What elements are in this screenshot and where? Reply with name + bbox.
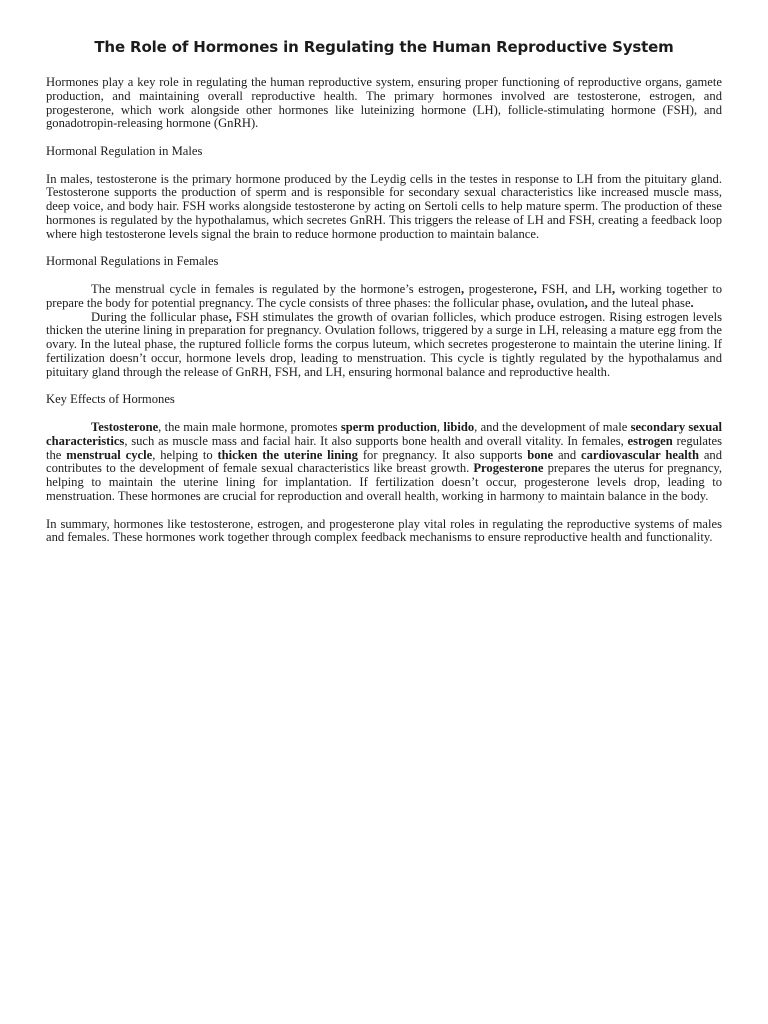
- text-run: and contributes to the development of female sexual characteristics like breast growth.: [46, 447, 722, 476]
- text-run: FSH, and LH: [536, 281, 612, 296]
- text-run: FSH stimulates the growth of ovarian follicles, which produce estrogen. Rising estrogen levels thicken the uterine lining in preparation for pregnancy. Ovulation follows, triggered by a surge in LH, releasing a mature egg from the ovary. In the luteal phase, the ruptured follicle forms the corpus luteum, which secretes progesterone to maintain the uterine lining. If fertilization doesn’t occur, hormone levels drop, leading to menstruation. This cycle is tightly regulated by the hypothalamus and pituitary gland through the release of GnRH, FSH, and LH, ensuring hormonal balance and reproductive health.: [46, 309, 723, 379]
- text-run: and: [553, 447, 581, 462]
- bold-comma: ,: [611, 281, 616, 296]
- text-run: , the main male hormone, promotes: [158, 419, 341, 434]
- text-run: The menstrual cycle in females is regulated by the hormone’s estrogen: [91, 281, 461, 296]
- females-section-heading: Hormonal Regulations in Females: [46, 254, 219, 269]
- females-paragraph-1: [46, 283, 722, 311]
- bold-term-menstrual-cycle: menstrual cycle: [66, 447, 153, 462]
- text-run: , and the development of male: [474, 419, 631, 434]
- bold-comma: ,: [584, 295, 588, 310]
- bold-term-estrogen: estrogen: [627, 433, 673, 448]
- bold-term-sperm-production: sperm production: [340, 419, 437, 434]
- text-run: working together to prepare the body for potential pregnancy. The cycle consists of three phases: the follicular phase: [46, 281, 722, 310]
- males-paragraph: In males, testosterone is the primary hormone produced by the Leydig cells in the testes in response to LH from the pituitary gland. Testosterone supports the production of sperm and is responsible for secondary sexual characteristics like increased muscle mass, deep voice, and body hair. FSH works alongside testosterone by acting on Sertoli cells to help mature sperm. The production of these hormones is regulated by the hypothalamus, which secretes GnRH. This triggers the release of LH and FSH, creating a feedback loop where high testosterone levels signal the brain to reduce hormone production to maintain balance.: [46, 171, 722, 241]
- summary-paragraph: In summary, hormones like testosterone, estrogen, and progesterone play vital roles in regulating the reproductive systems of males and females. These hormones work together through complex feedback mechanisms to ensure reproductive health and functionality.: [46, 516, 722, 545]
- text-run: During the follicular phase: [91, 309, 229, 324]
- text-run: for pregnancy. It also supports: [357, 447, 528, 462]
- bold-term-testosterone: Testosterone: [91, 419, 159, 434]
- effects-paragraph: [46, 421, 722, 504]
- text-run: , helping to: [152, 447, 218, 462]
- bold-period: .: [690, 295, 694, 310]
- bold-comma: ,: [533, 281, 537, 296]
- bold-term-thicken-uterine-lining: thicken the uterine lining: [217, 447, 358, 462]
- effects-section-heading: Key Effects of Hormones: [46, 392, 175, 407]
- males-section-heading: Hormonal Regulation in Males: [46, 143, 203, 158]
- females-paragraph-2: [46, 311, 722, 380]
- text-run: progesterone: [464, 281, 534, 296]
- bold-comma: ,: [460, 281, 465, 296]
- bold-term-libido: libido: [443, 419, 475, 434]
- bold-term-bone: bone: [527, 447, 554, 462]
- intro-paragraph: Hormones play a key role in regulating the human reproductive system, ensuring proper functioning of reproductive organs, gamete production, and maintaining overall reproductive health. The primary hormones involved are testosterone, estrogen, and progesterone, which work alongside other hormones like luteinizing hormone (LH), follicle-stimulating hormone (FSH), and gonadotropin-releasing hormone (GnRH).: [46, 75, 722, 131]
- text-run: ovulation: [533, 295, 585, 310]
- text-run: , such as muscle mass and facial hair. It also supports bone health and overall vitality. In females,: [124, 433, 628, 448]
- bold-comma: ,: [228, 309, 232, 324]
- bold-comma: ,: [530, 295, 534, 310]
- text-run: and the luteal phase: [587, 295, 691, 310]
- text-run: prepares the uterus for pregnancy, helping to maintain the uterine lining for implantation. If fertilization doesn’t occur, progesterone levels drop, leading to menstruation. These hormones are crucial for reproduction and overall health, working in harmony to maintain balance in the body.: [46, 461, 722, 503]
- bold-term-secondary-sexual-characteristics: secondary sexual characteristics: [46, 419, 722, 448]
- text-run: ,: [436, 419, 444, 434]
- text-run: regulates the: [46, 433, 722, 462]
- bold-term-cardiovascular-health: cardiovascular health: [581, 447, 699, 462]
- bold-term-progesterone: Progesterone: [473, 461, 544, 476]
- page-title: The Role of Hormones in Regulating the Human Reproductive System: [94, 38, 674, 56]
